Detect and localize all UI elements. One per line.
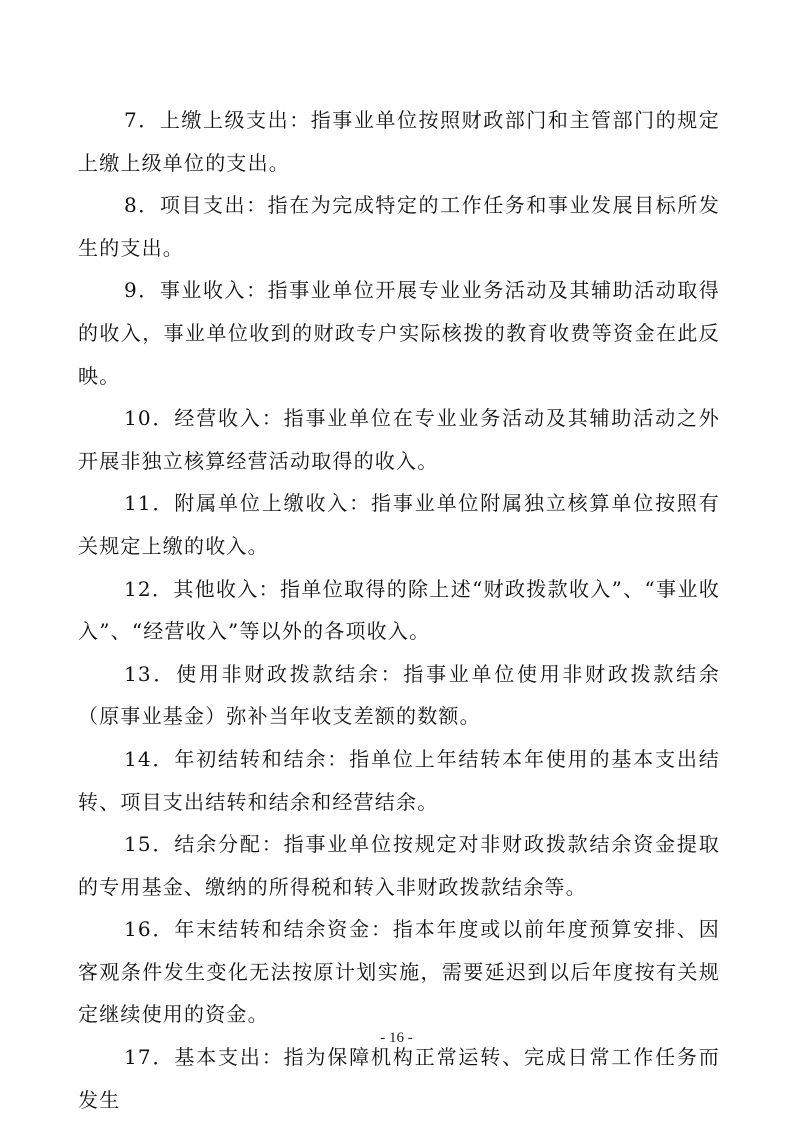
paragraph-13: 13．使用非财政拨款结余：指事业单位使用非财政拨款结余（原事业基金）弥补当年收支差额的数额。 [78,661,720,729]
paragraph-14: 14．年初结转和结余：指单位上年结转本年使用的基本支出结转、项目支出结转和结余和经营结余。 [78,746,720,814]
paragraph-16: 16．年末结转和结余资金：指本年度或以前年度预算安排、因客观条件发生变化无法按原计划实施，需要延迟到以后年度按有关规定继续使用的资金。 [78,917,720,1027]
paragraph-7: 7．上缴上级支出：指事业单位按照财政部门和主管部门的规定上缴上级单位的支出。 [78,108,720,175]
paragraph-10: 10．经营收入：指事业单位在专业业务活动及其辅助活动之外开展非独立核算经营活动取得的收入。 [78,406,720,473]
body-text [78,99,720,1121]
paragraph-12: 12．其他收入：指单位取得的除上述“财政拨款收入”、“事业收入”、“经营收入”等以外的各项收入。 [78,576,720,644]
page-number: - 16 - [380,1030,413,1046]
paragraph-11: 11．附属单位上缴收入：指事业单位附属独立核算单位按照有关规定上缴的收入。 [78,491,720,558]
paragraph-9: 9．事业收入：指事业单位开展专业业务活动及其辅助活动取得的收入，事业单位收到的财政专户实际核拨的教育收费等资金在此反映。 [78,278,720,388]
paragraph-15: 15．结余分配：指事业单位按规定对非财政拨款结余资金提取的专用基金、缴纳的所得税和转入非财政拨款结余等。 [78,832,720,899]
paragraph-8: 8．项目支出：指在为完成特定的工作任务和事业发展目标所发生的支出。 [78,193,720,260]
paragraph-17: 17．基本支出：指为保障机构正常运转、完成日常工作任务而发生 [78,1045,720,1112]
